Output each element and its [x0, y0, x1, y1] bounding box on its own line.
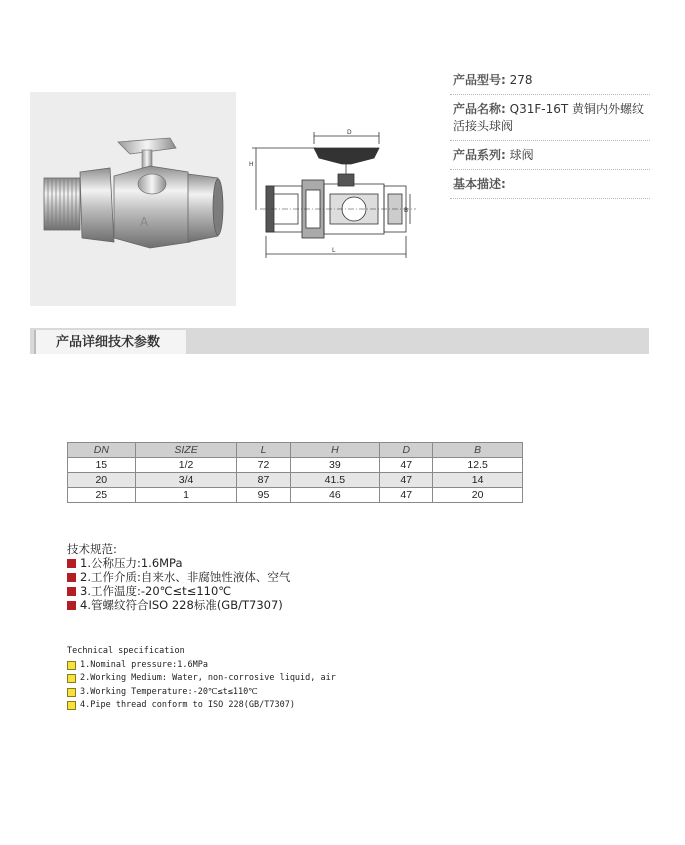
- list-item: [67, 556, 290, 570]
- svg-text:A: A: [140, 215, 149, 229]
- table-cell: 25: [68, 488, 136, 503]
- product-info: [450, 66, 650, 199]
- list-item: [67, 659, 336, 673]
- table-cell: 39: [290, 458, 380, 473]
- list-item: [67, 570, 290, 584]
- table-cell: 12.5: [433, 458, 523, 473]
- table-cell: 47: [380, 473, 433, 488]
- dim-label-d: D: [347, 129, 352, 136]
- table-cell: 47: [380, 458, 433, 473]
- table-cell: 14: [433, 473, 523, 488]
- table-header-cell: B: [433, 443, 523, 458]
- dim-label-h: H: [249, 161, 254, 168]
- section-title: 产品详细技术参数: [34, 330, 186, 354]
- series-row: [450, 141, 650, 170]
- table-cell: 72: [237, 458, 290, 473]
- table-cell: 20: [433, 488, 523, 503]
- red-square-bullet-icon: [67, 601, 76, 610]
- name-value: Q31F-16T 黄铜内外螺纹活接头球阀: [453, 102, 645, 133]
- table-header-cell: DN: [68, 443, 136, 458]
- technical-drawing: [246, 124, 432, 270]
- table-header-cell: H: [290, 443, 380, 458]
- section-header-bar: [30, 328, 649, 354]
- spec-item-text: 1.Nominal pressure:1.6MPa: [80, 659, 208, 670]
- spec-english-title: Technical specification: [67, 646, 185, 656]
- table-header-cell: L: [237, 443, 290, 458]
- spec-item-text: 1.公称压力:1.6MPa: [80, 556, 183, 570]
- table-cell: 1: [135, 488, 237, 503]
- series-value: 球阀: [509, 148, 534, 162]
- list-item: [67, 699, 336, 713]
- table-cell: 3/4: [135, 473, 237, 488]
- table-cell: 41.5: [290, 473, 380, 488]
- red-square-bullet-icon: [67, 559, 76, 568]
- list-item: [67, 598, 290, 612]
- series-label: 产品系列:: [453, 148, 506, 162]
- spec-item-text: 2.工作介质:自来水、非腐蚀性液体、空气: [80, 570, 291, 584]
- spec-chinese: [67, 542, 290, 612]
- spec-chinese-title: 技术规范:: [67, 542, 117, 556]
- list-item: [67, 686, 336, 700]
- model-value: 278: [509, 73, 533, 87]
- table-cell: 46: [290, 488, 380, 503]
- dim-label-l: L: [332, 247, 336, 254]
- table-cell: 87: [237, 473, 290, 488]
- description-row: [450, 170, 650, 199]
- model-row: [450, 66, 650, 95]
- table-row: [68, 473, 523, 488]
- table-cell: 15: [68, 458, 136, 473]
- red-square-bullet-icon: [67, 573, 76, 582]
- description-label: 基本描述:: [453, 177, 506, 191]
- spec-english: [67, 645, 336, 713]
- dim-label-b: B: [404, 207, 409, 214]
- table-cell: 1/2: [135, 458, 237, 473]
- product-photo: [30, 92, 236, 306]
- spec-item-text: 3.Working Temperature:-20℃≤t≤110℃: [80, 686, 258, 697]
- table-cell: 47: [380, 488, 433, 503]
- table-row: [68, 488, 523, 503]
- yellow-square-bullet-icon: [67, 688, 76, 697]
- table-header-row: [68, 443, 523, 458]
- table-header-cell: SIZE: [135, 443, 237, 458]
- yellow-square-bullet-icon: [67, 661, 76, 670]
- spec-item-text: 4.Pipe thread conform to ISO 228(GB/T7307): [80, 700, 295, 710]
- table-row: [68, 458, 523, 473]
- list-item: [67, 584, 290, 598]
- spec-item-text: 3.工作温度:-20℃≤t≤110℃: [80, 584, 232, 598]
- list-item: [67, 672, 336, 686]
- spec-item-text: 4.管螺纹符合ISO 228标准(GB/T7307): [80, 598, 283, 612]
- model-label: 产品型号:: [453, 73, 506, 87]
- red-square-bullet-icon: [67, 587, 76, 596]
- table-header-cell: D: [380, 443, 433, 458]
- name-row: [450, 95, 650, 141]
- dimensions-table: [67, 442, 523, 503]
- name-label: 产品名称:: [453, 102, 506, 116]
- spec-item-text: 2.Working Medium: Water, non-corrosive liquid, air: [80, 673, 336, 683]
- table-cell: 20: [68, 473, 136, 488]
- yellow-square-bullet-icon: [67, 701, 76, 710]
- yellow-square-bullet-icon: [67, 674, 76, 683]
- table-cell: 95: [237, 488, 290, 503]
